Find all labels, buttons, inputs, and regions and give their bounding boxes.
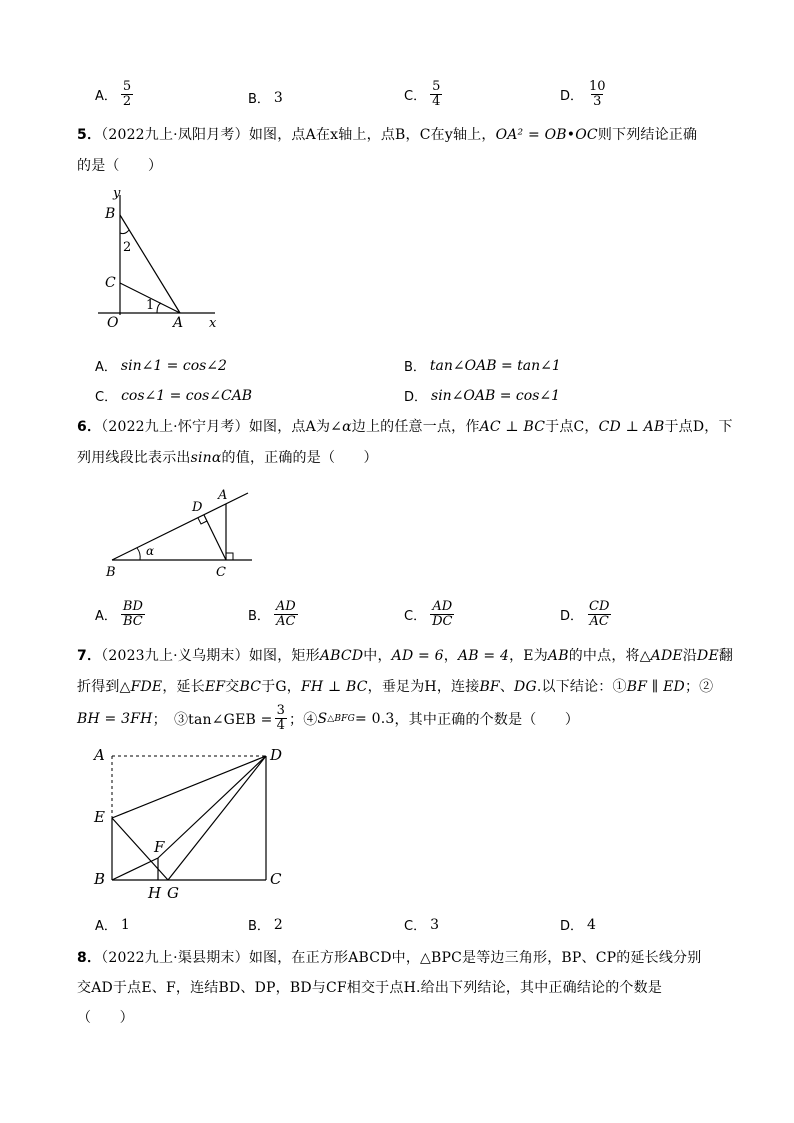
q6-label-A: A (218, 488, 228, 503)
q7-label-E: E (94, 808, 105, 826)
q6-option-a: A． $\frac{BD}{BC}$ (95, 599, 143, 629)
q5-label-O: O (107, 315, 119, 331)
q5-label-C: C (105, 275, 116, 291)
q4-option-c: C． $\frac{5}{4}$ (404, 79, 441, 109)
q6-option-b: B． $\frac{AD}{AC}$ (248, 599, 296, 629)
q7-option-a: A． 1 (95, 916, 130, 934)
q7-label-C: C (270, 870, 282, 888)
q5-option-c: C． cos∠1 = cos∠CAB (95, 387, 253, 405)
q6-option-d: D． $\frac{CD}{AC}$ (560, 599, 610, 629)
q8-stem-line1: 8．（2022九上·渠县期末）如图，在正方形ABCD中，△BPC是等边三角形，BP、CP的延长线分别 (77, 950, 702, 966)
q5-option-b: B． tan∠OAB = tan∠1 (404, 357, 561, 375)
q7-label-F: F (154, 838, 165, 856)
q5-option-d: D． sin∠OAB = cos∠1 (404, 387, 561, 405)
q5-label-B: B (105, 206, 116, 222)
q5-label-y: y (113, 186, 121, 201)
q7-figure (88, 742, 288, 902)
q5-label-angle1: 1 (146, 298, 155, 313)
q5-stem-line2: 的是（ ） (77, 158, 163, 174)
q5-label-x: x (209, 316, 217, 331)
q6-stem-line2: 列用线段比表示出sinα的值，正确的是（ ） (77, 450, 378, 466)
q7-stem-line3: BH = 3FH ； ③tan∠GEB = $\frac{3}{4}$ ；④ S △BFG = 0.3 ，其中正确的个数是（ ） (77, 703, 580, 733)
q5-label-angle2: 2 (123, 240, 132, 255)
q6-stem-line1: 6．（2022九上·怀宁月考）如图，点A为∠α边上的任意一点，作AC ⊥ BC于点C，CD ⊥ AB于点D，下 (77, 419, 733, 435)
q5-stem-line1: 5．（2022九上·凤阳月考）如图，点A在x轴上，点B，C在y轴上，OA² = OB•OC则下列结论正确 (77, 127, 698, 143)
q7-label-H: H (148, 884, 162, 902)
q6-label-C: C (216, 565, 226, 580)
q7-stem-line1: 7．（2023九上·义乌期末）如图，矩形ABCD中，AD = 6，AB = 4，E为AB的中点，将△ADE沿DE翻 (77, 648, 734, 664)
q7-label-B: B (94, 870, 106, 888)
q7-option-c: C． 3 (404, 916, 439, 934)
q4-option-d: D． $\frac{10}{3}$ (560, 79, 606, 109)
q7-label-A: A (94, 746, 105, 764)
q6-label-D: D (192, 500, 203, 515)
q5-option-a: A． sin∠1 = cos∠2 (95, 357, 227, 375)
q6-label-B: B (106, 565, 116, 580)
q7-option-b: B． 2 (248, 916, 283, 934)
q4-option-b: B． 3 (248, 89, 283, 107)
q7-stem-line2: 折得到△FDE，延长EF交BC于G，FH ⊥ BC，垂足为H，连接BF、DG.以下结论：①BF ∥ ED；② (77, 679, 714, 695)
q4-option-a: A． $\frac{5}{2}$ (95, 79, 132, 109)
q8-stem-line2: 交AD于点E、F，连结BD、DP，BD与CF相交于点H.给出下列结论，其中正确结论的个数是 (77, 980, 663, 996)
q7-label-D: D (270, 746, 283, 764)
q6-option-c: C． $\frac{AD}{DC}$ (404, 599, 453, 629)
q6-label-alpha: α (146, 544, 155, 558)
q8-stem-line3: （ ） (77, 1010, 134, 1026)
q7-option-d: D． 4 (560, 916, 596, 934)
q7-label-G: G (167, 884, 179, 902)
q5-label-A: A (173, 315, 184, 331)
q6-figure (100, 485, 260, 580)
q5-figure (95, 185, 235, 335)
